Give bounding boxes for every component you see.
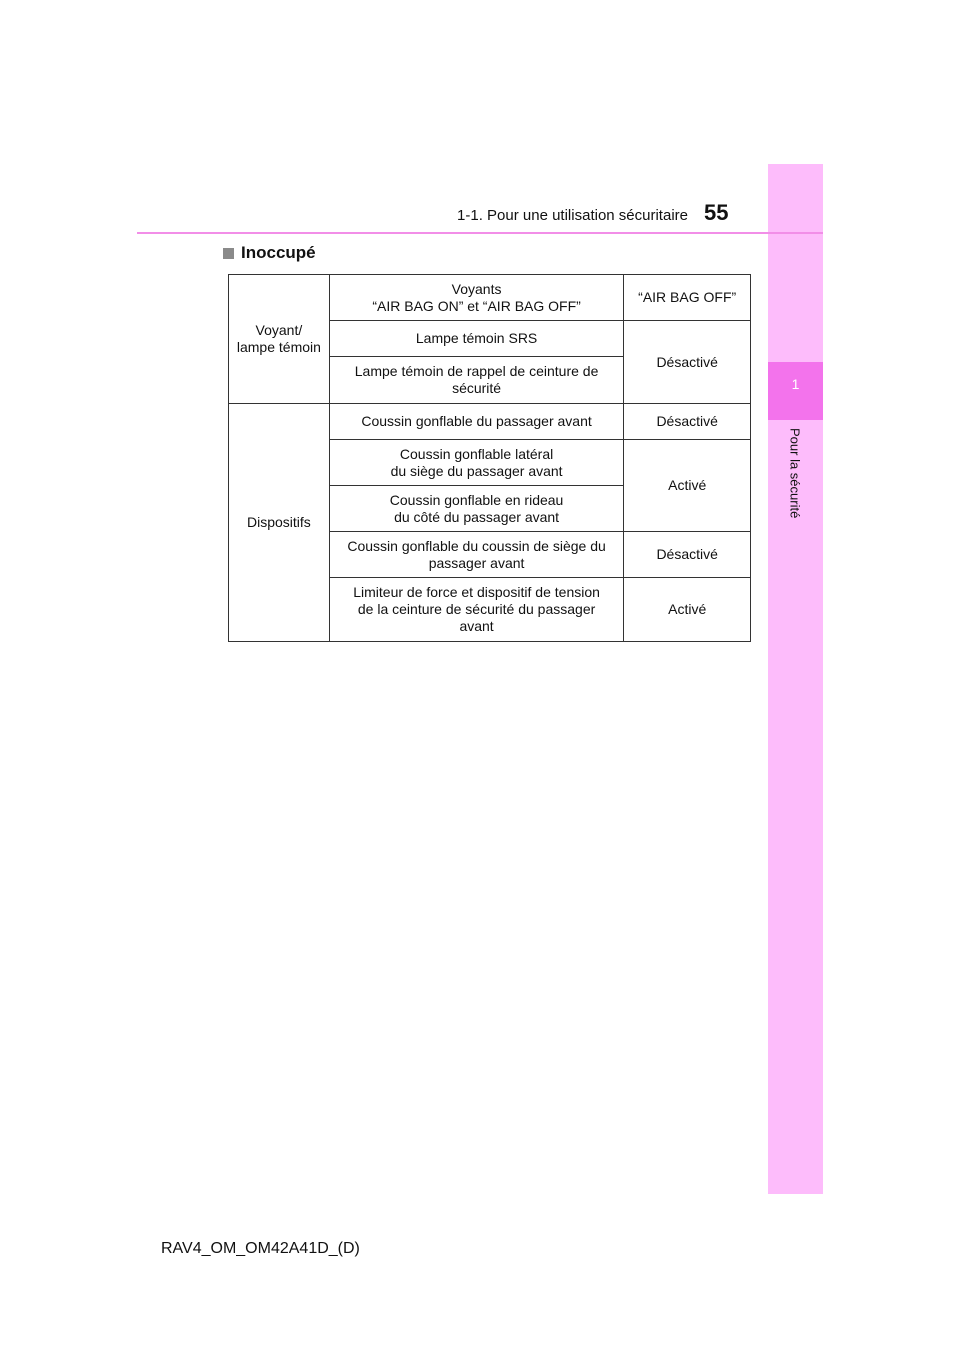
- item-cell: Coussin gonflable en rideau du côté du passager avant: [329, 486, 624, 532]
- status-cell: Désactivé: [624, 404, 751, 440]
- status-cell: Activé: [624, 578, 751, 642]
- chapter-title: Pour la sécurité: [787, 428, 803, 519]
- section-heading-text: Inoccupé: [241, 243, 316, 262]
- item-cell: Coussin gonflable latéral du siège du passager avant: [329, 440, 624, 486]
- item-cell: Lampe témoin de rappel de ceinture de sécurité: [329, 357, 624, 404]
- item-cell: Lampe témoin SRS: [329, 321, 624, 357]
- section-header-title: 1-1. Pour une utilisation sécuritaire: [457, 207, 688, 224]
- page-number: 55: [704, 200, 729, 225]
- status-cell: Désactivé: [624, 532, 751, 578]
- section-heading: [223, 243, 316, 263]
- header-divider: [137, 232, 823, 234]
- table-row: [229, 404, 751, 440]
- item-cell: Coussin gonflable du coussin de siège du passager avant: [329, 532, 624, 578]
- group-cell-devices: Dispositifs: [229, 404, 330, 642]
- status-cell: “AIR BAG OFF”: [624, 275, 751, 321]
- square-bullet-icon: [223, 248, 234, 259]
- status-cell: Désactivé: [624, 321, 751, 404]
- chapter-number: 1: [791, 376, 800, 392]
- chapter-side-tab: [768, 164, 823, 1194]
- status-cell: Activé: [624, 440, 751, 532]
- airbag-status-table: [228, 274, 751, 642]
- group-cell-indicators: Voyant/ lampe témoin: [229, 275, 330, 404]
- table-row: [229, 275, 751, 321]
- item-cell: Limiteur de force et dispositif de tension de la ceinture de sécurité du passager avant: [329, 578, 624, 642]
- document-code: RAV4_OM_OM42A41D_(D): [161, 1240, 360, 1257]
- item-cell: Voyants “AIR BAG ON” et “AIR BAG OFF”: [329, 275, 624, 321]
- item-cell: Coussin gonflable du passager avant: [329, 404, 624, 440]
